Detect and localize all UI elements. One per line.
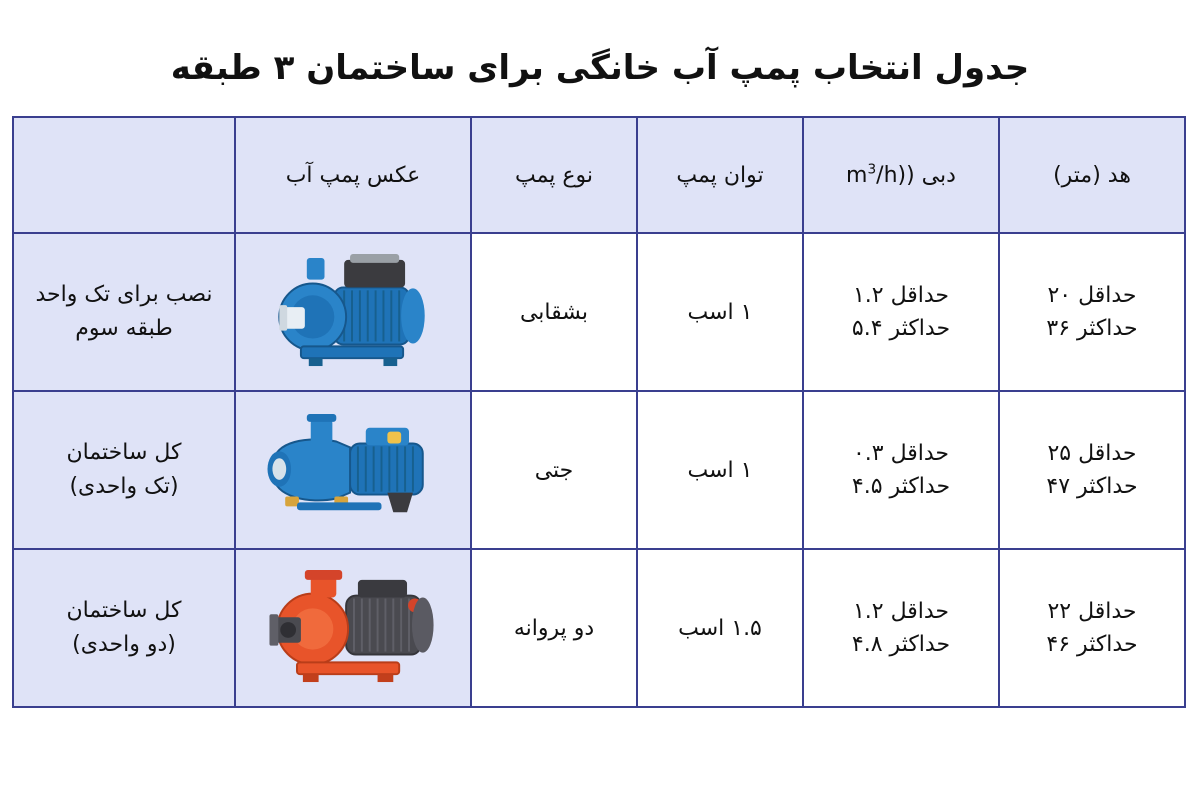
flow-unit-base: m — [846, 162, 868, 188]
column-header-type: نوع پمپ — [471, 117, 637, 233]
column-header-image: عکس پمپ آب — [235, 117, 471, 233]
jet-pump-photo — [240, 401, 466, 539]
head-max: حداکثر ۳۶ — [1046, 316, 1138, 341]
usage-line-2: (تک واحدی) — [69, 474, 179, 499]
cell-image — [235, 233, 471, 391]
cell-usage — [13, 549, 235, 707]
head-min: حداقل ۲۵ — [1047, 441, 1137, 466]
table-row — [13, 391, 1185, 549]
column-header-usage — [13, 117, 235, 233]
cell-power: ۱ اسب — [637, 233, 803, 391]
cell-head — [999, 233, 1185, 391]
page-title: جدول انتخاب پمپ آب خانگی برای ساختمان ۳ طبقه — [170, 48, 1030, 88]
flow-min: حداقل ۱.۲ — [852, 283, 950, 308]
flow-max: حداکثر ۵.۴ — [851, 316, 951, 341]
usage-line-1: کل ساختمان — [66, 439, 182, 465]
table-row — [13, 233, 1185, 391]
flow-max: حداکثر ۴.۵ — [851, 474, 951, 499]
cell-type: جتی — [471, 391, 637, 549]
cell-power: ۱ اسب — [637, 391, 803, 549]
column-header-power: توان پمپ — [637, 117, 803, 233]
cell-flow — [803, 391, 999, 549]
cell-image — [235, 549, 471, 707]
usage-line-2: طبقه سوم — [75, 316, 173, 341]
cell-type: دو پروانه — [471, 549, 637, 707]
flow-min: حداقل ۰.۳ — [852, 441, 950, 466]
flow-max: حداکثر ۴.۸ — [851, 632, 951, 657]
flow-unit-superscript: 3 — [867, 161, 877, 178]
cell-image — [235, 391, 471, 549]
cell-usage — [13, 233, 235, 391]
column-header-flow — [803, 117, 999, 233]
usage-line-1: کل ساختمان — [66, 597, 182, 623]
twin-impeller-pump-photo — [240, 559, 466, 697]
head-min: حداقل ۲۰ — [1047, 283, 1137, 308]
table-row — [13, 549, 1185, 707]
flow-unit — [846, 159, 906, 192]
cell-flow — [803, 549, 999, 707]
cell-power: ۱.۵ اسب — [637, 549, 803, 707]
cell-head — [999, 549, 1185, 707]
cell-flow — [803, 233, 999, 391]
column-header-head: هد (متر) — [999, 117, 1185, 233]
table-header-row — [13, 117, 1185, 233]
usage-line-1: نصب برای تک واحد — [35, 281, 213, 307]
centrifugal-pump-photo — [240, 243, 466, 381]
cell-head — [999, 391, 1185, 549]
table-container — [14, 116, 1186, 708]
flow-unit-rest: /h) — [876, 162, 907, 188]
head-max: حداکثر ۴۶ — [1046, 632, 1138, 657]
usage-line-2: (دو واحدی) — [72, 632, 176, 657]
head-max: حداکثر ۴۷ — [1046, 474, 1138, 499]
table-header — [13, 117, 1185, 233]
table-body — [13, 233, 1185, 707]
cell-usage — [13, 391, 235, 549]
flow-min: حداقل ۱.۲ — [852, 599, 950, 624]
pump-selection-table — [12, 116, 1186, 708]
cell-type: بشقابی — [471, 233, 637, 391]
flow-label-prefix: دبی ( — [906, 162, 956, 188]
head-min: حداقل ۲۲ — [1047, 599, 1137, 624]
